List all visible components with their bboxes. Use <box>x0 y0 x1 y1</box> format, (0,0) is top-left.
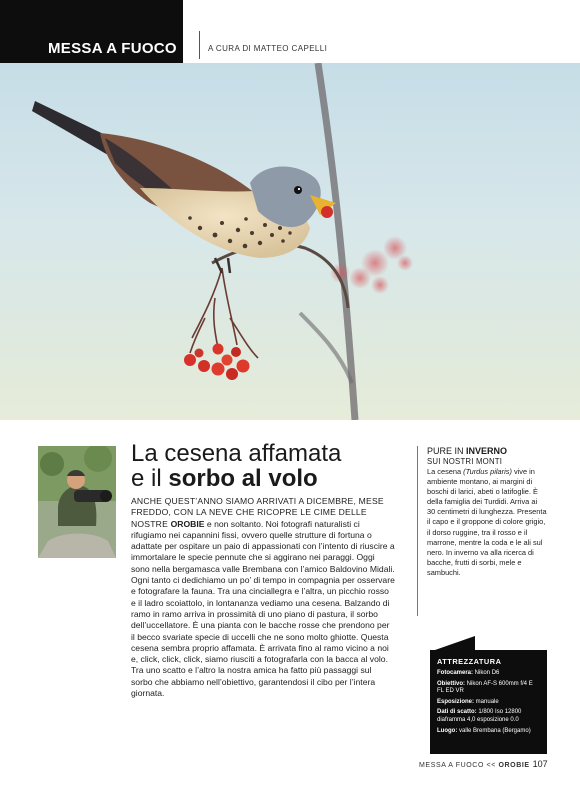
fieldfare-photo <box>0 63 580 420</box>
berry-stems <box>190 268 258 358</box>
photographer-illustration <box>38 446 116 558</box>
sidebar-text-latin: (Turdus pilaris) <box>463 467 512 476</box>
author-portrait <box>38 446 116 558</box>
article-lead: ANCHE QUEST’ANNO SIAMO ARRIVATI A DICEMBRE, MESE FREDDO, CON LA NEVE CHE RICOPRE LE CIME DELLE NOSTRE <box>131 496 384 529</box>
rowan-berries <box>184 344 250 381</box>
equipment-key: Esposizione: <box>437 698 475 705</box>
fieldfare-illustration <box>0 63 580 420</box>
article-body <box>131 496 395 699</box>
equipment-box <box>430 650 547 754</box>
title-line-2-bold: sorbo al volo <box>168 465 318 492</box>
page-footer <box>419 759 548 769</box>
equipment-key: Fotocamera: <box>437 670 474 676</box>
section-label: MESSA A FUOCO <box>48 40 177 57</box>
sidebar-heading-plain: PURE IN <box>427 446 467 456</box>
equipment-row-exposure <box>437 699 540 707</box>
equipment-value: 1/800 Iso 12800 diaframma 4,0 esposizione 0.0 <box>437 709 522 723</box>
berry-in-beak <box>321 206 333 218</box>
section-tab <box>0 0 183 63</box>
title-line-1: La cesena affamata <box>131 440 342 467</box>
equipment-row-lens <box>437 681 540 696</box>
equipment-key: Dati di scatto: <box>437 709 477 716</box>
blurred-branch <box>318 63 355 420</box>
title-line-2 <box>131 465 318 492</box>
equipment-key: Obiettivo: <box>437 680 465 687</box>
sidebar-text-before: La cesena <box>427 467 464 476</box>
header-divider <box>199 31 200 59</box>
article-body-text: e non soltanto. Noi fotografi naturalisti ci rifugiamo nei capannini fissi, ovvero quelle strutture di fortuna o adattate per ospitare un paio di appassionati con l’intento di riuscire a immortalare le specie pennute che si aggirano nei paraggi. Oggi sono nella bergamasca valle Brembana con l’amico Baldovino Midali. Ogni tanto ci dedichiamo un po’ di tempo in compagnia per osservare e fotografare la fauna. Tra una cinciallegra e l’altra, un picchio rosso e il ladro scoiattolo, in lontananza vediamo una cesena. Balzando di ramo in ramo arriva in prossimità di uno piano di pastura, il sorbo dell’uccellatore. È una pianta con le bacche rosse che prendono per il becco svariate specie di uccelli che ne sono molto ghiotte. Questa cesena sembra proprio affamata. È arrivata fino al ramo vicino a noi e, click, click, click, siamo riusciti a fotografarla con la bacca al volo. Tra uno scatto e l’altro la nostra amica ha fatto più passaggi sul sorbo che abbiamo nell’obiettivo, garantendosi il cibo per l’intera giornata. <box>131 518 395 699</box>
footer-separator: << <box>483 762 499 769</box>
equipment-value: Nikon AF-S 600mm f/4 E FL ED VR <box>437 680 533 695</box>
sidebar-text-after: vive in ambiente montano, ai margini di boschi di larici, abeti o latifoglie. È della famiglia dei Turdidi. Arriva ai 30 centimetri di lunghezza. Presenta il capo e il groppone di colore grigio, il dorso ruggine, tra il rosso e il marrone, mentre la coda e le ali sul nero. In inverno va alla ricerca di bacche, frutti di sorbi, mele e sambuchi. <box>427 467 547 577</box>
sidebar-text <box>427 467 547 578</box>
equipment-title: ATTREZZATURA <box>437 657 502 666</box>
equipment-value: Nikon D6 <box>473 670 500 676</box>
sidebar-divider <box>417 446 418 616</box>
footer-section: MESSA A FUOCO <box>419 762 484 769</box>
sidebar-subheading: SUI NOSTRI MONTI <box>427 457 503 466</box>
article-title <box>131 441 411 491</box>
equipment-row-location <box>437 728 540 736</box>
page-number: 107 <box>532 759 548 769</box>
sidebar-heading-bold: INVERNO <box>466 446 508 456</box>
sidebar-heading <box>427 446 547 467</box>
fieldfare-bird <box>32 101 336 273</box>
header-credit: A CURA DI MATTEO CAPELLI <box>208 44 328 53</box>
article-lead-bold: OROBIE <box>170 518 205 529</box>
equipment-value: valle Brembana (Bergamo) <box>457 727 531 734</box>
equipment-row-camera <box>437 670 540 678</box>
title-line-2-plain: e il <box>131 465 169 492</box>
equipment-notch <box>435 636 475 650</box>
equipment-row-settings <box>437 709 540 724</box>
footer-magazine: OROBIE <box>498 762 530 769</box>
equipment-value: manuale <box>474 698 499 705</box>
equipment-key: Luogo: <box>437 727 458 734</box>
